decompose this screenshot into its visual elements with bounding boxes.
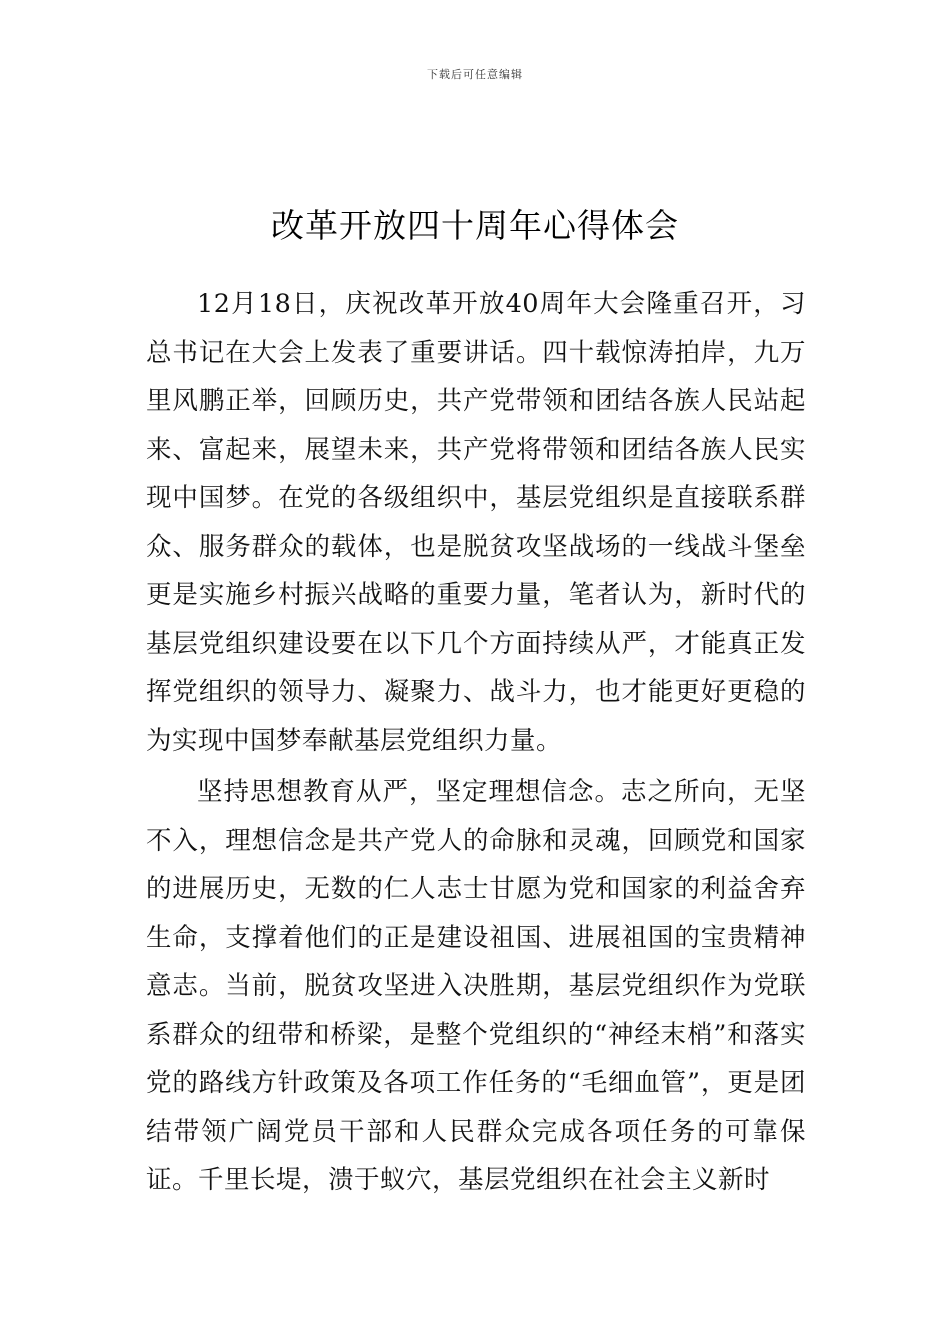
document-title: 改革开放四十周年心得体会 xyxy=(271,206,679,246)
header-note: 下载后可任意编辑 xyxy=(427,68,523,81)
document-body xyxy=(146,280,806,1208)
paragraph: 坚持思想教育从严，坚定理想信念。志之所向，无坚不入，理想信念是共产党人的命脉和灵魂，回顾党和国家的进展历史，无数的仁人志士甘愿为党和国家的利益舍弃生命，支撑着他们的正是建设祖国、进展祖国的宝贵精神意志。当前，脱贫攻坚进入决胜期，基层党组织作为党联系群众的纽带和桥梁，是整个党组织的“神经末梢”和落实党的路线方针政策及各项工作任务的“毛细血管”，更是团结带领广阔党员干部和人民群众完成各项任务的可靠保证。千里长堤，溃于蚁穴，基层党组织在社会主义新时 xyxy=(146,777,806,1195)
paragraph: 12月18日，庆祝改革开放40周年大会隆重召开，习总书记在大会上发表了重要讲话。四十载惊涛拍岸，九万里风鹏正举，回顾历史，共产党带领和团结各族人民站起来、富起来，展望未来，共产党将带领和团结各族人民实现中国梦。在党的各级组织中，基层党组织是直接联系群众、服务群众的载体，也是脱贫攻坚战场的一线战斗堡垒更是实施乡村振兴战略的重要力量，笔者认为，新时代的基层党组织建设要在以下几个方面持续从严，才能真正发挥党组织的领导力、凝聚力、战斗力，也才能更好更稳的为实现中国梦奉献基层党组织力量。 xyxy=(146,289,806,756)
